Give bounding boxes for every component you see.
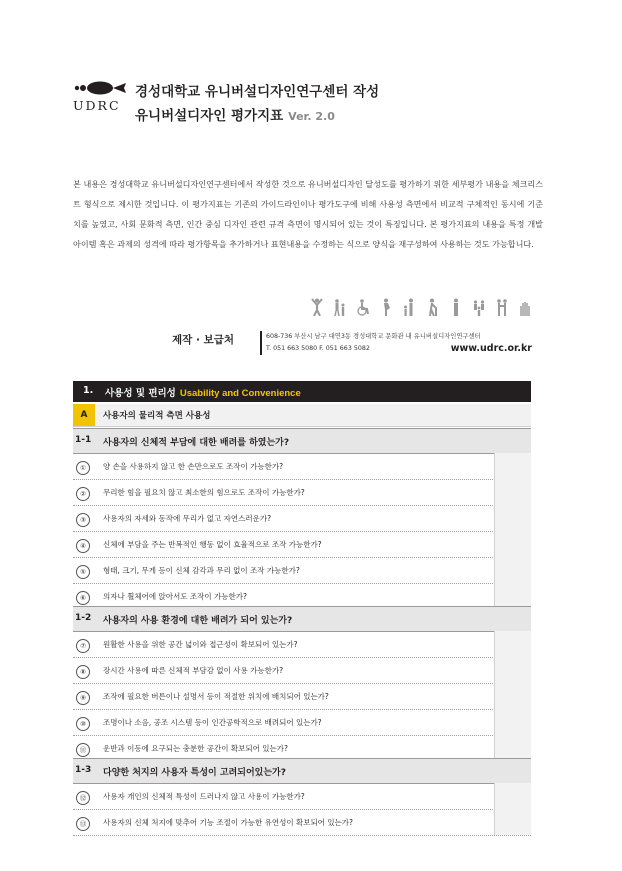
item-text: 원활한 사용을 위한 공간 넓이와 접근성이 확보되어 있는가? [103, 640, 298, 649]
item-text: 의자나 휠체어에 앉아서도 조작이 가능한가? [103, 592, 247, 601]
header-title-line1: 경성대학교 유니버설디자인연구센터 작성 [135, 84, 380, 100]
item-number: ⑬ [76, 817, 90, 831]
item-text: 사용자 개인의 신체적 특성이 드러나지 않고 사용이 가능한가? [103, 792, 305, 801]
user-pictogram-row [310, 296, 532, 316]
category-letter: A [73, 404, 95, 426]
item-number: ④ [76, 539, 90, 553]
group-header [73, 758, 531, 784]
item-text: 사용자의 신체 처지에 맞추어 기능 조절이 가능한 유연성이 확보되어 있는가? [103, 818, 354, 827]
section-title-en: Usability and Convenience [179, 388, 301, 399]
production-label: 제작 · 보급처 [172, 334, 235, 346]
group-number: 1-2 [75, 613, 92, 623]
item-text: 운반과 이동에 요구되는 충분한 공간이 확보되어 있는가? [103, 744, 288, 753]
item-checkbox[interactable] [494, 505, 531, 531]
item-text: 양 손을 사용하지 않고 한 손만으로도 조작이 가능한가? [103, 462, 284, 471]
group-header [73, 606, 531, 632]
section-number: 1. [83, 385, 94, 396]
group-title: 사용자의 신체적 부담에 대한 배려를 하였는가? [103, 438, 290, 448]
checklist-item [73, 453, 531, 480]
group-people-icon [472, 298, 486, 316]
udrc-logo-mark-icon [74, 80, 132, 96]
helping-people-icon [495, 298, 509, 316]
group-number: 1-3 [75, 765, 92, 775]
header-title-text: 유니버설디자인 평가지표 [135, 108, 284, 124]
category-header [73, 404, 531, 427]
item-text: 조명이나 소음, 공조 시스템 등이 인간공학적으로 배려되어 있는가? [103, 718, 322, 727]
item-number: ⑨ [76, 691, 90, 705]
wheelchair-icon [356, 298, 370, 316]
item-text: 무리한 힘을 필요치 않고 최소한의 힘으로도 조작이 가능한가? [103, 488, 305, 497]
header-title-line2 [135, 104, 335, 124]
person-standing-icon [449, 298, 463, 316]
checklist-item [73, 531, 531, 558]
item-text: 장시간 사용에 따른 신체적 부담감 없이 사용 가능한가? [103, 666, 284, 675]
item-checkbox[interactable] [494, 809, 531, 835]
item-number: ⑥ [76, 591, 90, 605]
parent-child-icon [402, 298, 416, 316]
item-text: 신체에 부담을 주는 반복적인 행동 없이 효율적으로 조작 가능한가? [103, 540, 322, 549]
group-number: 1-1 [75, 435, 92, 445]
hand-sign-icon [518, 298, 532, 316]
group-header [73, 428, 531, 454]
production-address: 608-736 부산시 남구 대연3동 경성대학교 문화관 내 유니버설디자인연구센터 [266, 333, 481, 340]
item-number: ① [76, 461, 90, 475]
checklist-item [73, 783, 531, 810]
item-checkbox[interactable] [494, 531, 531, 557]
item-checkbox[interactable] [494, 631, 531, 657]
item-number: ② [76, 487, 90, 501]
version-label: Ver. 2.0 [288, 110, 335, 123]
item-number: ⑫ [76, 791, 90, 805]
checklist-item [73, 657, 531, 684]
item-text: 사용자의 자세와 동작에 무리가 없고 자연스러운가? [103, 514, 272, 523]
production-divider [260, 331, 262, 355]
item-checkbox[interactable] [494, 479, 531, 505]
family-icon [333, 298, 347, 316]
item-number: ⑤ [76, 565, 90, 579]
category-title: 사용자의 물리적 측면 사용성 [103, 411, 211, 421]
item-number: ③ [76, 513, 90, 527]
checklist-item [73, 631, 531, 658]
production-url-link[interactable]: www.udrc.or.kr [450, 343, 532, 354]
intro-paragraph: 본 내용은 경성대학교 유니버설디자인연구센터에서 작성한 것으로 유니버설디자인 달성도를 평가하기 위한 세부평가 내용을 체크리스트 형식으로 제시한 것입니다. 이 평가지표는 기존의 가이드라인이나 평가도구에 비해 사용성 측면에서 비교적 구체적인 동시에 기준치를 높였고, 사회 문화적 측면, 인간 중심 디자인 관련 규격 측면이 명시되어 있는 것이 특징입니다. 본 평가지표의 내용을 특정 개발 아이템 혹은 과제의 성격에 따라 평가항목을 추가하거나 표현내용을 수정하는 식으로 양식을 재구성하여 사용하는 것도 가능합니다. [73, 179, 543, 249]
item-checkbox[interactable] [494, 557, 531, 583]
item-text: 조작에 필요한 버튼이나 설명서 등이 적절한 위치에 배치되어 있는가? [103, 692, 329, 701]
item-number: ⑧ [76, 665, 90, 679]
item-checkbox[interactable] [494, 657, 531, 683]
section-title-ko: 사용성 및 편리성 [105, 388, 176, 399]
group-title: 사용자의 사용 환경에 대한 배려가 되어 있는가? [103, 616, 293, 626]
item-checkbox[interactable] [494, 709, 531, 735]
person-arms-up-icon [310, 298, 324, 316]
item-number: ⑦ [76, 639, 90, 653]
elderly-cane-icon [426, 298, 440, 316]
section-header [73, 381, 531, 402]
checklist-item [73, 683, 531, 710]
pregnant-woman-icon [379, 298, 393, 316]
checklist-item [73, 479, 531, 506]
item-number: ⑪ [76, 743, 90, 757]
group-title: 다양한 처지의 사용자 특성이 고려되어있는가? [103, 768, 286, 778]
item-checkbox[interactable] [494, 683, 531, 709]
checklist-item [73, 557, 531, 584]
item-checkbox[interactable] [494, 453, 531, 479]
production-tel: T. 051 663 5080 F. 051 663 5082 [266, 345, 370, 352]
checklist-item [73, 809, 531, 836]
item-text: 형태, 크기, 무게 등이 신체 감각과 무리 없이 조작 가능한가? [103, 566, 300, 575]
checklist-item [73, 709, 531, 736]
checklist-item [73, 505, 531, 532]
logo-text: UDRC [73, 98, 121, 113]
item-number: ⑩ [76, 717, 90, 731]
item-checkbox[interactable] [494, 783, 531, 809]
section-title [105, 385, 301, 399]
